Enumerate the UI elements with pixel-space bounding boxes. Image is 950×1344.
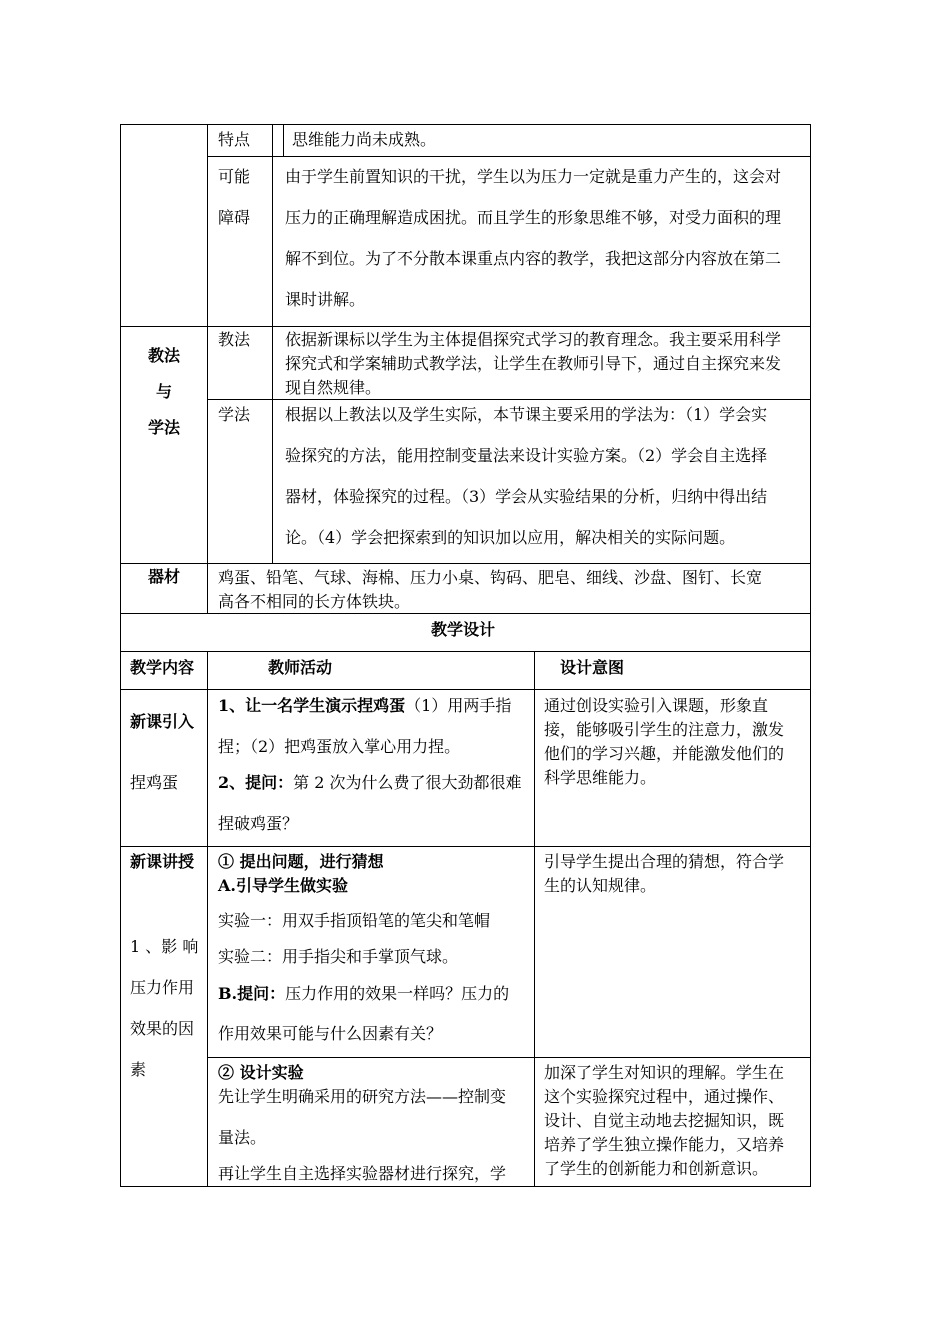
lecture-content-line5: 素 (130, 1060, 147, 1079)
header-content: 教学内容 (130, 658, 195, 677)
equipment-line1: 鸡蛋、铅笔、气球、海棉、压力小桌、钩码、肥皂、细线、沙盘、图钉、长宽 (218, 568, 763, 587)
learning-method-label: 学法 (218, 405, 251, 424)
intro-activity-line1 (218, 696, 511, 716)
intro-intent-line3: 他们的学习兴趣，并能激发他们的 (544, 744, 785, 763)
header-teacher: 教师活动 (268, 658, 333, 677)
lecture-part2-intent-line2: 这个实验探究过程中，通过操作、 (544, 1087, 785, 1106)
methods-header-line3: 学法 (148, 418, 181, 437)
lecture-part2-heading: ② 设计实验 (218, 1063, 304, 1082)
learning-method-line3: 器材，体验探究的过程。（3）学会从实验结果的分析，归纳中得出结 (285, 487, 768, 506)
intro-content-line2: 捏鸡蛋 (130, 773, 179, 792)
lecture-part1-question-label: B.提问： (218, 984, 286, 1003)
learning-method-line2: 验探究的方法，能用控制变量法来设计实验方案。（2）学会自主选择 (285, 446, 768, 465)
lecture-part1-intent-line1: 引导学生提出合理的猜想，符合学 (544, 852, 785, 871)
learning-method-line1: 根据以上教法以及学生实际，本节课主要采用的学法为：（1）学会实 (285, 405, 768, 424)
lecture-part2-line2: 量法。 (218, 1128, 267, 1147)
obstacles-label-line1: 可能 (218, 167, 251, 186)
obstacles-text-line3: 解不到位。为了不分散本课重点内容的教学，我把这部分内容放在第二 (285, 249, 782, 268)
lecture-content-line2: 1 、影 响 (130, 937, 199, 956)
equipment-line2: 高各不相同的长方体铁块。 (218, 592, 411, 611)
equipment-label: 器材 (148, 567, 181, 586)
lecture-part1-question-rest: 压力作用的效果一样吗？压力的 (285, 984, 510, 1003)
intro-intent-line2: 接，能够吸引学生的注意力，激发 (544, 720, 785, 739)
methods-header-line1: 教法 (148, 346, 181, 365)
obstacles-text-line4: 课时讲解。 (285, 290, 366, 309)
lecture-content-line3: 压力作用 (130, 978, 195, 997)
lecture-part2-line3: 再让学生自主选择实验器材进行探究，学 (218, 1164, 507, 1183)
intro-activity-line3 (218, 773, 522, 793)
lecture-part2-intent-line4: 培养了学生独立操作能力，又培养 (544, 1135, 785, 1154)
intro-activity-step2: 2、提问： (218, 773, 294, 792)
lecture-part2-line1: 先让学生明确采用的研究方法——控制变 (218, 1087, 507, 1106)
intro-activity-line2: 捏；（2）把鸡蛋放入掌心用力捏。 (218, 737, 461, 756)
intro-activity-line4: 捏破鸡蛋？ (218, 814, 299, 833)
teaching-method-label: 教法 (218, 330, 251, 349)
lecture-part1-exp2: 实验二：用手指尖和手掌顶气球。 (218, 947, 459, 966)
lecture-part1-heading: ① 提出问题，进行猜想 (218, 852, 384, 871)
lecture-part2-intent-line1: 加深了学生对知识的理解。学生在 (544, 1063, 785, 1082)
methods-header-line2: 与 (156, 382, 173, 401)
teaching-method-line2: 探究式和学案辅助式教学法，让学生在教师引导下，通过自主探究来发 (285, 354, 782, 373)
obstacles-text-line2: 压力的正确理解造成困扰。而且学生的形象思维不够，对受力面积的理 (285, 208, 782, 227)
design-title: 教学设计 (431, 620, 496, 639)
intro-activity-step2-rest: 第 2 次为什么费了很大劲都很难 (293, 773, 522, 792)
intro-intent-line4: 科学思维能力。 (544, 768, 657, 787)
lecture-content-line4: 效果的因 (130, 1019, 195, 1038)
lecture-part1-intent-line2: 生的认知规律。 (544, 876, 657, 895)
intro-content-line1: 新课引入 (130, 712, 195, 731)
obstacles-label-line2: 障碍 (218, 208, 251, 227)
features-text: 思维能力尚未成熟。 (292, 130, 437, 149)
obstacles-text-line1: 由于学生前置知识的干扰，学生以为压力一定就是重力产生的，这会对 (285, 167, 782, 186)
teaching-method-line1: 依据新课标以学生为主体提倡探究式学习的教育理念。我主要采用科学 (285, 330, 782, 349)
lecture-content-line1: 新课讲授 (130, 852, 195, 871)
intro-activity-step1-rest: （1）用两手指 (405, 696, 512, 715)
lecture-part1-question (218, 984, 509, 1004)
lecture-part2-intent-line3: 设计、自觉主动地去挖掘知识，既 (544, 1111, 785, 1130)
intro-activity-step1: 1、让一名学生演示捏鸡蛋 (218, 696, 406, 715)
lecture-part1-exp1: 实验一：用双手指顶铅笔的笔尖和笔帽 (218, 911, 491, 930)
teaching-method-line3: 现自然规律。 (285, 378, 382, 397)
lecture-part1-question-line2: 作用效果可能与什么因素有关？ (218, 1024, 443, 1043)
lecture-part2-intent-line5: 了学生的创新能力和创新意识。 (544, 1159, 769, 1178)
intro-intent-line1: 通过创设实验引入课题，形象直 (544, 696, 769, 715)
features-label: 特点 (218, 130, 251, 149)
learning-method-line4: 论。（4）学会把探索到的知识加以应用，解决相关的实际问题。 (285, 528, 736, 547)
lecture-part1-sub-a: A.引导学生做实验 (218, 876, 348, 895)
header-intent: 设计意图 (560, 658, 625, 677)
